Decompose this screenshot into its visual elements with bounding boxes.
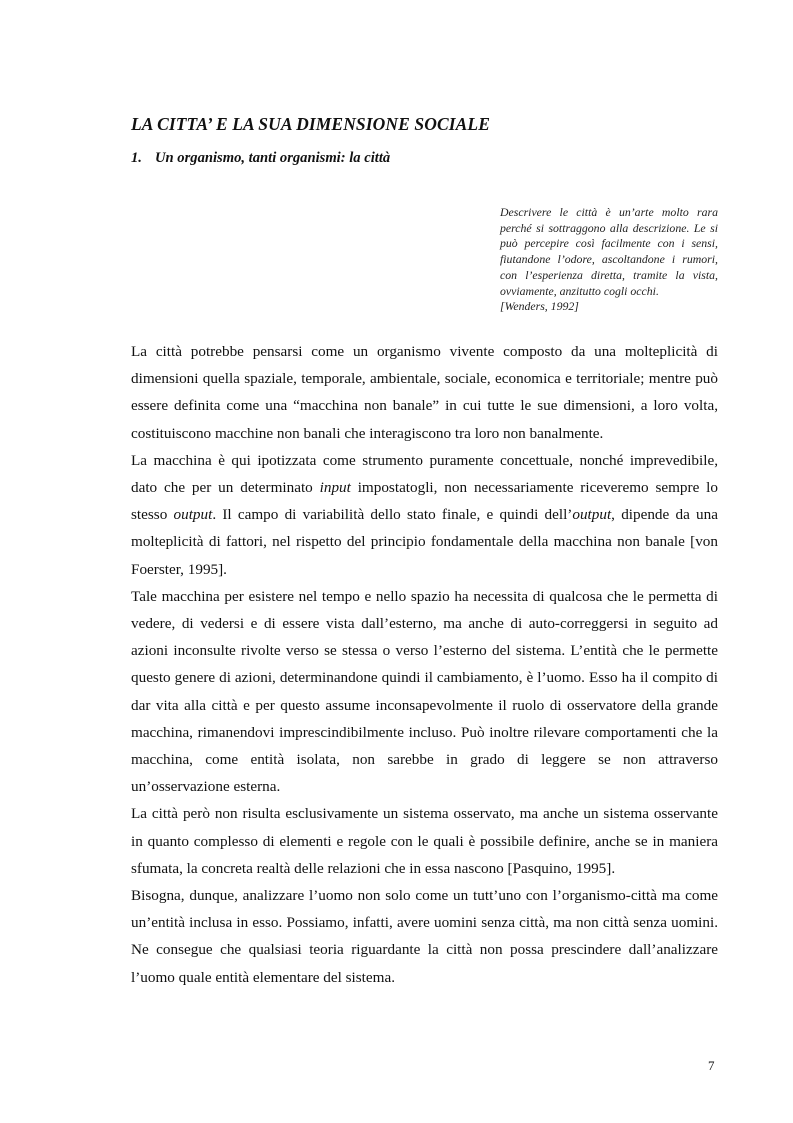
paragraph: Tale macchina per esistere nel tempo e nello spazio ha necessita di qualcosa che le permetta di vedere, di vedersi e di essere vista dall’esterno, ma anche di auto-correggersi in seguito ad azioni inconsulte rivolte verso se stessa o verso l’esterno del sistema. L’entità che le permette questo genere di azioni, determinandone quindi il cambiamento, è l’uomo. Esso ha il compito di dar vita alla città e per questo assume inconsapevolmente il ruolo di osservatore della grande macchina, rimanendovi imprescindibilmente incluso. Può inoltre rilevare comportamenti che la macchina, come entità isolata, non sarebbe in grado di leggere se non attraverso un’osservazione esterna. xyxy=(131,587,718,796)
section-title: Un organismo, tanti organismi: la città xyxy=(155,150,391,166)
italic-term: input xyxy=(319,479,351,497)
body-text xyxy=(131,338,718,991)
section-heading xyxy=(131,150,390,167)
page-number: 7 xyxy=(708,1058,715,1073)
paragraph-text: impostatogli, non necessariamente riceveremo sempre lo stesso xyxy=(131,479,718,524)
paragraph: Bisogna, dunque, analizzare l’uomo non solo come un tutt’uno con l’organismo-città ma come un’entità inclusa in esso. Possiamo, infatti, avere uomini senza città, ma non città senza uomini. Ne consegue che qualsiasi teoria riguardante la città non possa prescindere dall’analizzare l’uomo quale entità elementare del sistema. xyxy=(131,887,718,986)
paragraph-text: La macchina è qui ipotizzata come strumento puramente concettuale, nonché imprevedibile, dato che per un determinato xyxy=(131,451,718,497)
section-number: 1. xyxy=(131,150,142,166)
paragraph: La città potrebbe pensarsi come un organismo vivente composto da una molteplicità di dimensioni quella spaziale, temporale, ambientale, sociale, economica e territoriale; mentre può essere definita come una “macchina non banale” in cui tutte le sue dimensioni, a loro volta, costituiscono macchine non banali che interagiscono tra loro non banalmente. xyxy=(131,343,718,442)
chapter-title: LA CITTA’ E LA SUA DIMENSIONE SOCIALE xyxy=(131,114,490,134)
italic-term: output xyxy=(173,506,213,524)
paragraph: La città però non risulta esclusivamente un sistema osservato, ma anche un sistema osservante in quanto complesso di elementi e regole con le quali è possibile definire, anche se in maniera sfumata, la concreta realtà delle relazioni che in essa nascono [Pasquino, 1995]. xyxy=(131,805,718,877)
paragraph-text: . Il campo di variabilità dello stato finale, e quindi dell’ xyxy=(212,506,573,524)
paragraph xyxy=(131,447,718,583)
epigraph-text: Descrivere le città è un’arte molto rara perché si sottraggono alla descrizione. Le si può percepire così facilmente con i sensi, fiutandone l’odore, ascoltandone i rumori, con l’esperienza diretta, tramite la vista, ovviamente, anzitutto cogli occhi. xyxy=(500,205,718,298)
epigraph-quote xyxy=(500,205,718,315)
epigraph-citation: [Wenders, 1992] xyxy=(500,299,579,314)
italic-term: output xyxy=(572,506,612,524)
paragraph-text: , dipende da una molteplicità di fattori, nel rispetto del principio fondamentale della macchina non banale [von Foerster, 1995]. xyxy=(131,506,718,578)
